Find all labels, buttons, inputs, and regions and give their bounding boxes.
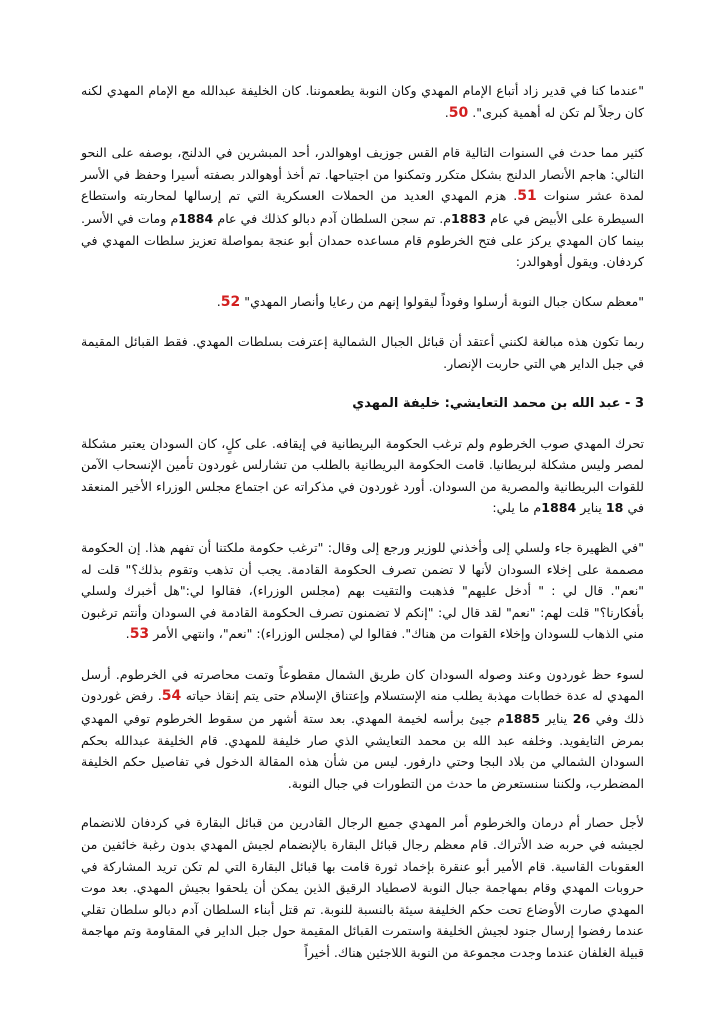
paragraph-text: "معظم سكان جبال النوبة أرسلوا وفوداً ليقولوا إنهم من رعايا وأنصار المهدي" (244, 293, 644, 309)
paragraph-quote-qadir: "عندما كنا في قدير زاد أتباع الإمام المهدي وكان النوبة يطعموننا. كان الخليفة عبدالله مع الإمام المهدي لكنه كان رجلاً لم تكن له أهمية كبرى". 50. (81, 83, 644, 121)
paragraph-text: لسوء حظ غوردون وعند وصوله السودان كان طريق الشمال مقطوعاً وتمت محاصرته في الخرطوم. أرسل المهدي له عدة خطابات مهذبة يطلب منه الإستسلام وإعتناق الإسلام حتى يتم إنقاذ حياته (81, 666, 644, 704)
footnote-ref: 52 (220, 293, 241, 310)
year-number: 1884 (178, 210, 214, 226)
paragraph-gordon-quote: "في الظهيرة جاء ولسلي إلى وأخذني للوزير ورجع إلى وقال: "ترغب حكومة ملكتنا أن تفهم هذا. إن الحكومة مصممة على إخلاء السودان لأنها لا تضمن تصرف الحكومة القادمة. يجب أن تذهب وتقوم بذلك؟" قلت له "نعم". قال لي : " أدخل عليهم" فذهبت والتقيت بهم (مجلس الوزراء)، فقالوا لي:"هل أخبرك ولسلي بأفكارنا؟" قلت لهم: "نعم" لقد قال لي: "إنكم لا تضمنون تصرف الحكومة القادمة في السودان وأنتم ترغبون مني الذهاب للسودان وإخلاء القوات من هناك". فقالوا لي (مجلس الوزراء): "نعم"، وانتهي الأمر 53. (81, 539, 644, 643)
paragraph-text: م ما يلي: (492, 500, 542, 516)
paragraph-text: م. تم سجن السلطان آدم دبالو كذلك في عام (217, 210, 452, 226)
paragraph-text: . رفض غوردون ذلك وفي (81, 688, 644, 727)
paragraph-text: ربما تكون هذه مبالغة لكنني أعتقد أن قبائل الجبال الشمالية إعترفت بسلطات المهدي. فقط القبائل المقيمة في جبل الداير هي التي حاربت الإنصار. (81, 334, 644, 371)
paragraph-text: . هزم المهدي العديد من الحملات العسكرية التي تم إرسالها لمحاربته واستطاع السيطرة على الأبيض في عام (81, 188, 644, 226)
section-heading: 3 - عبد الله بن محمد التعايشي: خليفة المهدي (352, 395, 644, 411)
day-number: 26 (572, 711, 591, 727)
paragraph-quote-nuba-delegations: "معظم سكان جبال النوبة أرسلوا وفوداً ليقولوا إنهم من رعايا وأنصار المهدي" 52. (216, 293, 644, 310)
paragraph-northern-tribes (81, 331, 644, 374)
paragraph-text: م جيئ برأسه لخيمة المهدي. بعد ستة أشهر من سقوط الخرطوم توفي المهدي بمرض التايفويد. وخلفه عبد الله بن محمد التعايشي الذي صار خليفة للمهدي. قام الخليفة عبدالله بحكم السودان الشمالي من بلاد البجا وحتي دارفور. ليس من شأن هذه المقالة الدخول في تفاصيل حكم الخليفة المضطرب، ولكننا سنستعرض ما حدث من التطورات في جبال النوبة. (81, 711, 644, 791)
paragraph-text: "في الظهيرة جاء ولسلي إلى وأخذني للوزير ورجع إلى وقال: "ترغب حكومة ملكتنا أن تفهم هذا. إن الحكومة مصممة على إخلاء السودان لأنها لا تضمن تصرف الحكومة القادمة. يجب أن تذهب وتقوم بذلك؟" قلت له "نعم". قال لي : " أدخل عليهم" فذهبت والتقيت بهم (مجلس الوزراء)، فقالوا لي:"هل أخبرك ولسلي بأفكارنا؟" قلت لهم: "نعم" لقد قال لي: "إنكم لا تضمنون تصرف الحكومة القادمة في السودان وأنتم ترغبون مني الذهاب للسودان وإخلاء القوات من هناك". فقالوا لي (مجلس الوزراء): "نعم"، وانتهي الأمر (81, 539, 644, 642)
day-number: 18 (605, 500, 624, 516)
paragraph-text: لأجل حصار أم درمان والخرطوم أمر المهدي جميع الرجال القادرين من قبائل البقارة في كردفان للانضمام لجيشه في حربه ضد الأتراك. قام معظم رجال قبائل البقارة بالإنضمام لجيش المهدي بدون رغبة خائفين من العقوبات القاسية. قام الأمير أبو عنقرة بإخماد ثورة قامت بها قبائل البقارة التي لم تكن تريد المشاركة في حروبات المهدي وقام بمهاجمة جبال النوبة لاصطياد الرقيق الذين يمكن أن يلحقوا بجيش المهدي. بعد موت المهدي صارت الأوضاع تحت حكم الخليفة سيئة بالنسبة للنوبة. تم قتل أبناء السلطان آدم دبالو سلطان تقلي عندما رفضوا إرسال جنود لجيش الخليفة واستمرت القبائل المقيمة حول جبل الداير في المقاومة وتم مهاجمة قبيلة الغلفان عندما وجدت مجموعة من النوبة اللاجئين هناك. أخيراً (81, 815, 644, 960)
paragraph-ohwalder-account (81, 142, 644, 273)
footnote-ref: 53 (129, 626, 150, 643)
footnote-ref: 54 (161, 688, 182, 705)
paragraph-text: كثير مما حدث في السنوات التالية قام القس جوزيف اوهوالدر، أحد المبشرين في الدلنج، بوصفه على النحو التالي: هاجم الأنصار الدلنج بشكل متكرر وتمكنوا من اجتياحها. تم أخذ أوهوالدر بصفته أسيرا وحفظ في الأسر لمدة عشر سنوات (81, 145, 644, 204)
year-number: 1883 (451, 210, 487, 226)
paragraph-gordon-mission (81, 433, 644, 519)
paragraph-text: يناير (545, 711, 568, 727)
paragraph-text: تحرك المهدي صوب الخرطوم ولم ترغب الحكومة البريطانية في إيقافه. على كلٍ، كان السودان يعتبر مشكلة لمصر وليس مشكلة لبريطانيا. قامت الحكومة البريطانية بالطلب من تشارلس غوردون تأمين الإنسحاب الآمن للقوات البريطانية والمصرية من السودان. أورد غوردون في مذكراته عن اجتماع مجلس الوزراء الأخير المنعقد في (81, 435, 644, 516)
paragraph-baggara-tribes (81, 812, 644, 963)
paragraph-text: "عندما كنا في قدير زاد أتباع الإمام المهدي وكان النوبة يطعموننا. كان الخليفة عبدالله مع الإمام المهدي لكنه كان رجلاً لم تكن له أهمية كبرى". (81, 83, 644, 120)
paragraph-text: يناير (580, 500, 602, 516)
year-number: 1885 (504, 711, 540, 727)
paragraph-text: م ومات في الأسر. بينما كان المهدي يركز على فتح الخرطوم قام مساعده حمدان أبو عنجة بمواصلة تعزيز سلطات المهدي في كردفان. ويقول أوهوالدر: (81, 210, 644, 270)
document-page (81, 80, 644, 982)
year-number: 1884 (541, 500, 577, 516)
footnote-ref: 51 (517, 188, 537, 205)
paragraph-khartoum-siege (81, 664, 644, 795)
footnote-ref: 50 (448, 104, 469, 121)
